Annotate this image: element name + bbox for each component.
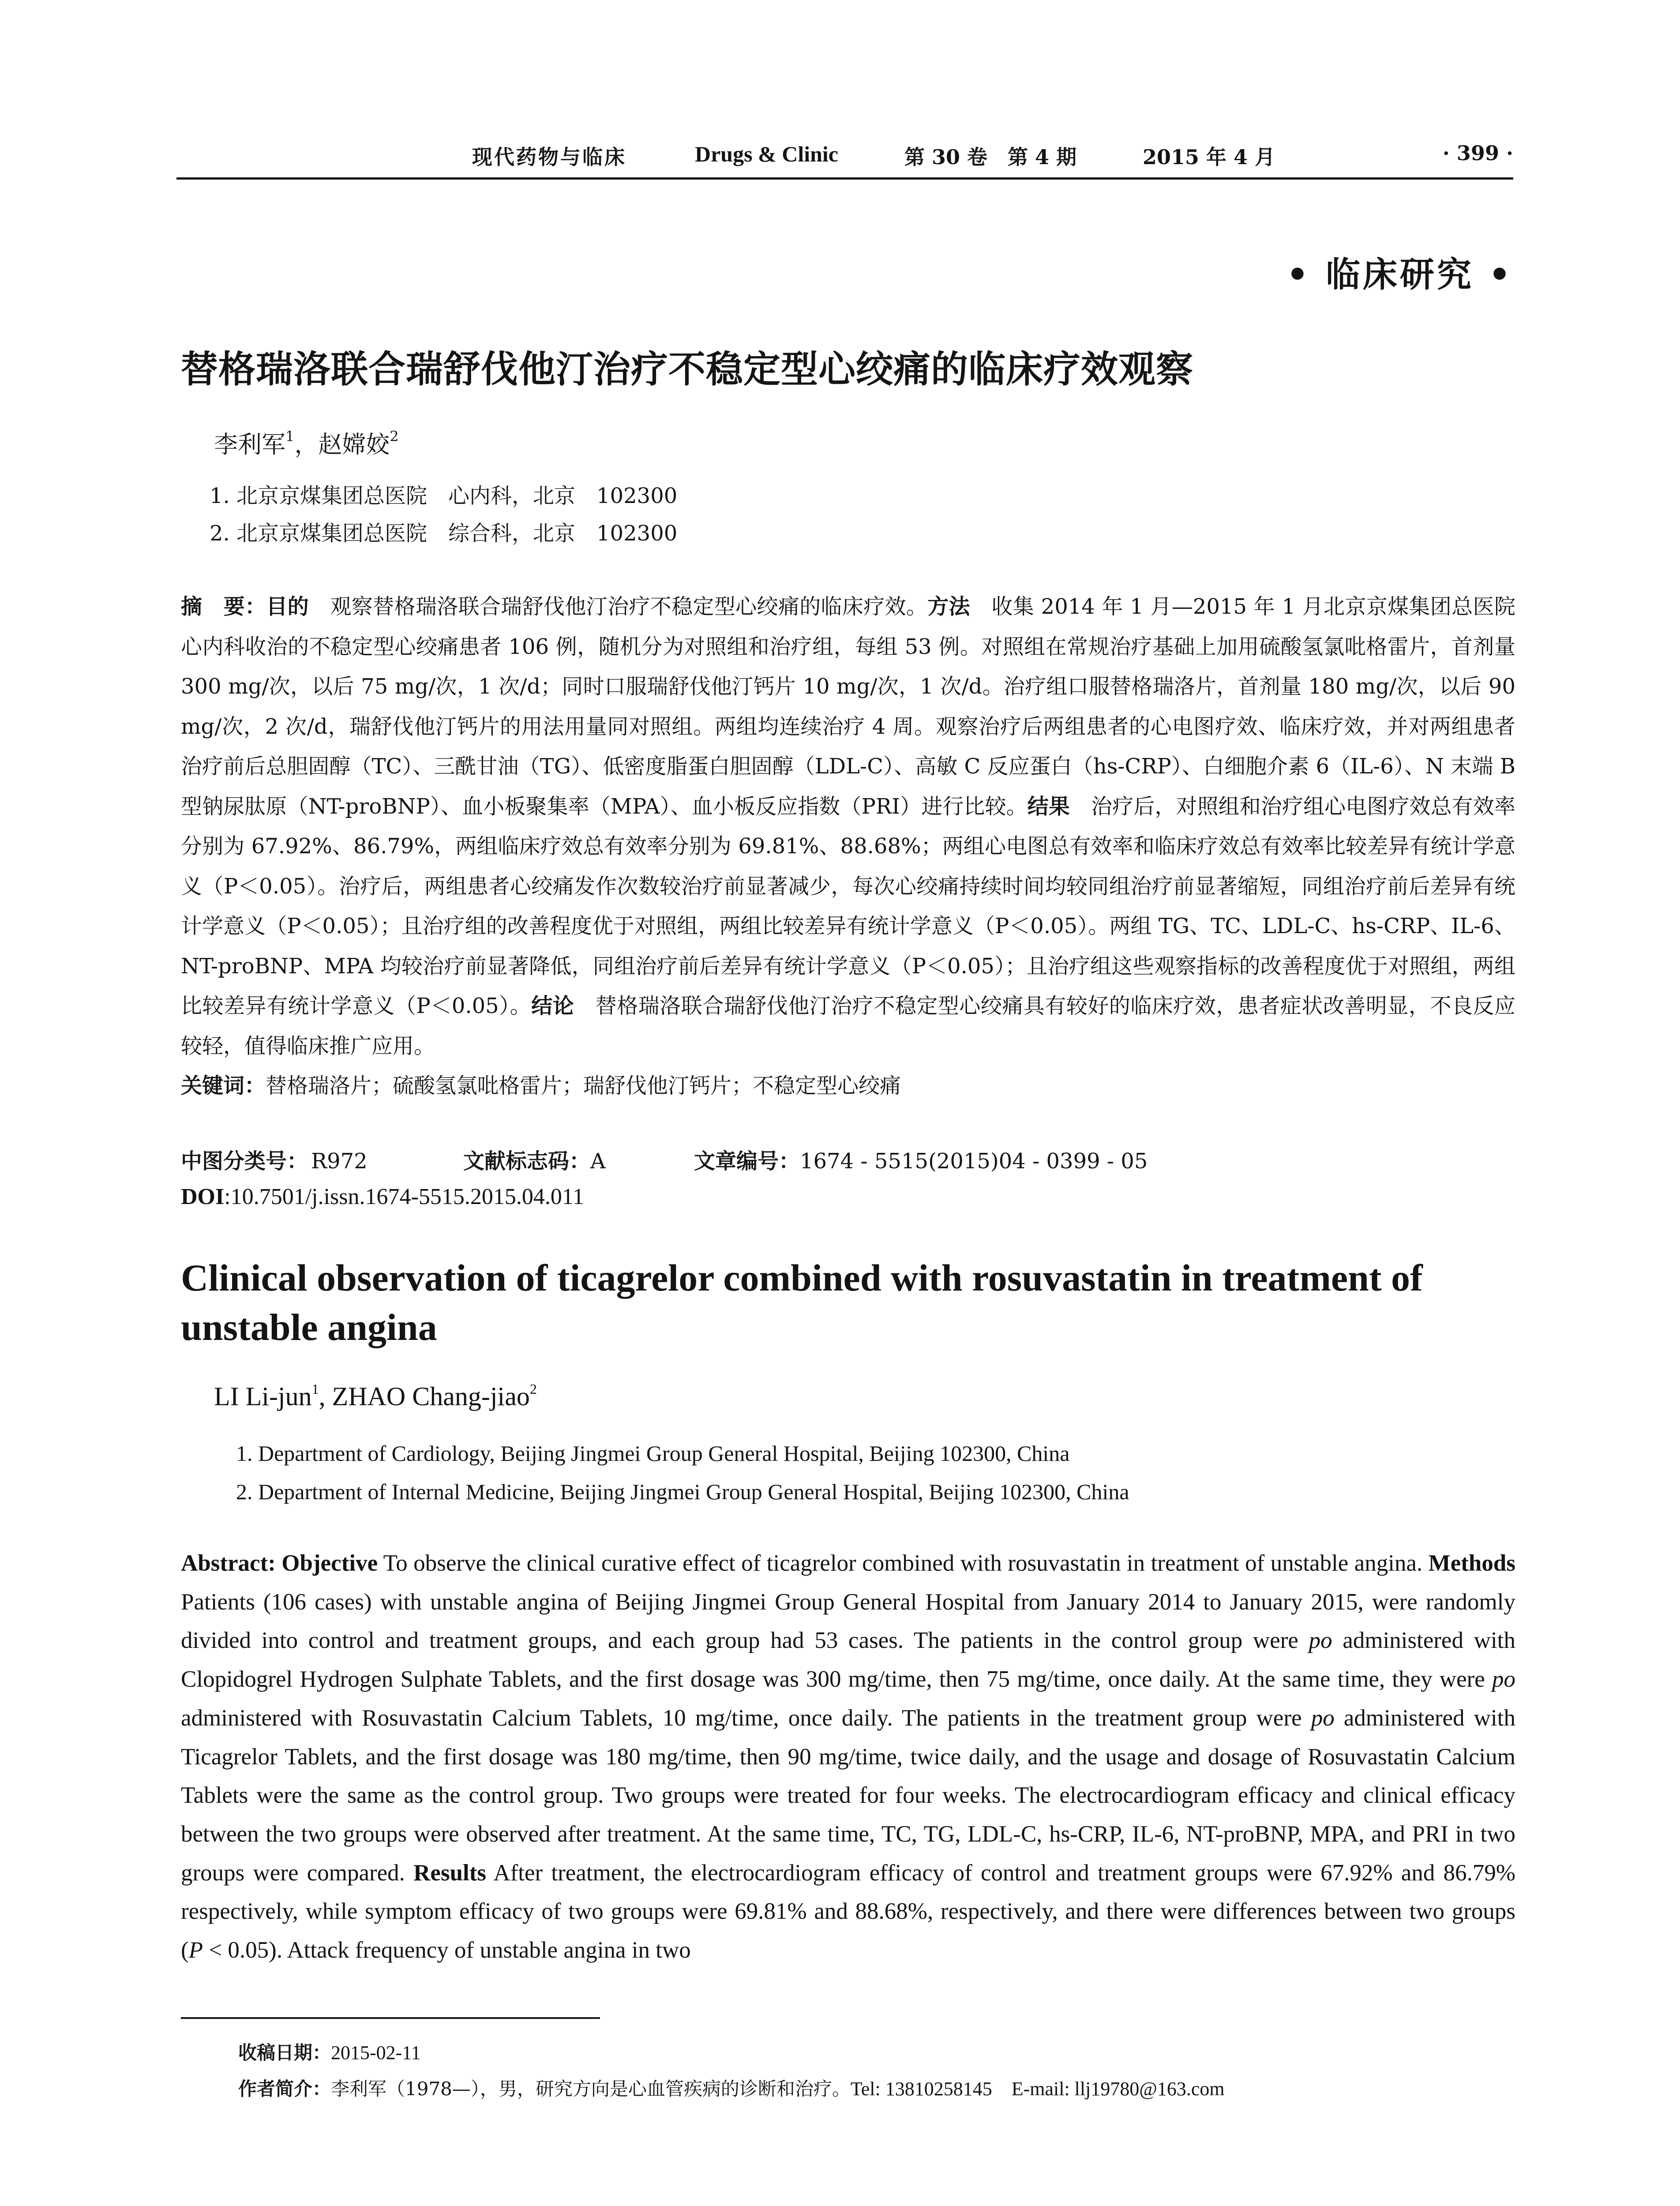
doi-line (181, 1184, 584, 1210)
author-contact: Tel: 13810258145 E-mail: llj19780@163.com (850, 2078, 1225, 2100)
author-bio: 李利军（1978—），男，研究方向是心血管疾病的诊断和治疗。 (331, 2078, 851, 2100)
author-1-en-affil: 1 (311, 1381, 319, 1397)
abstract-cn-label: 摘 要： (181, 594, 266, 619)
author-bio-line (238, 2073, 1225, 2101)
abstract-cn (181, 587, 1515, 1106)
received-label: 收稿日期： (238, 2042, 331, 2063)
methods-en-part-3: administered with Rosuvastatin Calcium Tablets, 10 mg/time, once daily. The patients in the treatment group were (181, 1705, 1311, 1731)
po-term-2: po (1492, 1666, 1515, 1692)
authors-en (214, 1381, 537, 1412)
affiliation-en-1: 1. Department of Cardiology, Beijing Jingmei Group General Hospital, Beijing 102300, China (236, 1441, 1070, 1466)
journal-name-cn: 现代药物与临床 (472, 145, 626, 169)
author-2-en: ZHAO Chang-jiao (332, 1382, 530, 1411)
methods-en-part-2: administered with Clopidogrel Hydrogen Sulphate Tablets, and the first dosage was 300 mg/time, then 75 mg/time, once daily. At the same time, they were (181, 1628, 1515, 1692)
title-cn: 替格瑞洛联合瑞舒伐他汀治疗不稳定型心绞痛的临床疗效观察 (181, 348, 1194, 391)
po-term-3: po (1311, 1705, 1335, 1731)
doi-label: DOI (181, 1184, 225, 1209)
doi-value: :10.7501/j.issn.1674-5515.2015.04.011 (224, 1184, 584, 1209)
results-cn: 治疗后，对照组和治疗组心电图疗效总有效率分别为 67.92%、86.79%，两组临床疗效总有效率分别为 69.81%、88.68%；两组心电图总有效率和临床疗效总有效率比较差异有统计学意义（P＜0.05）。治疗后，两组患者心绞痛发作次数较治疗前显著减少，每次心绞痛持续时间均较同组治疗前显著缩短，同组治疗前后差异有统计学意义（P＜0.05）；且治疗组的改善程度优于对照组，两组比较差异有统计学意义（P＜0.05）。两组 TG、TC、LDL-C、hs-CRP、IL-6、NT-proBNP、MPA 均较治疗前显著降低，同组治疗前后差异有统计学意义（P＜0.05）；且治疗组这些观察指标的改善程度优于对照组，两组比较差异有统计学意义（P＜0.05）。 (181, 794, 1515, 1018)
running-header (176, 141, 1513, 172)
section-label: • 临床研究 • (1286, 255, 1513, 295)
volume-issue: 第 30 卷 第 4 期 (904, 145, 1077, 169)
abstract-en-label: Abstract: Objective (181, 1550, 378, 1576)
methods-en-label: Methods (1428, 1550, 1515, 1576)
clc-code: R972 (311, 1149, 368, 1174)
page-number: · 399 · (1442, 141, 1513, 165)
objective-cn-label: 目的 (266, 594, 309, 619)
affiliation-cn-1: 1. 北京京煤集团总医院 心内科，北京 102300 (210, 484, 678, 508)
author-1-en: LI Li-jun (214, 1382, 312, 1411)
conclusion-cn-label: 结论 (531, 994, 574, 1018)
journal-name-en: Drugs & Clinic (695, 142, 838, 166)
received-date-line (238, 2038, 421, 2065)
author-1-cn-affil: 1 (285, 428, 295, 445)
abstract-en (181, 1544, 1515, 1970)
methods-en-part-1: Patients (106 cases) with unstable angina of Beijing Jingmei Group General Hospital from January 2014 to January 2015, were randomly divided into control and treatment groups, and each group had 53 cases. The patients in the control group were (181, 1589, 1515, 1654)
p-value-term: P (188, 1937, 203, 1963)
article-number-label: 文章编号： (694, 1149, 800, 1174)
author-2-cn-affil: 2 (390, 428, 399, 445)
results-cn-label: 结果 (1027, 794, 1070, 819)
doc-code-label: 文献标志码： (463, 1149, 591, 1174)
objective-cn: 观察替格瑞洛联合瑞舒伐他汀治疗不稳定型心绞痛的临床疗效。 (309, 594, 928, 619)
footnote-rule (181, 2017, 600, 2019)
issue-date: 2015 年 4 月 (1143, 145, 1275, 169)
affiliation-en-2: 2. Department of Internal Medicine, Beijing Jingmei Group General Hospital, Beijing 102300, China (236, 1479, 1129, 1504)
clc-label: 中图分类号： (181, 1149, 308, 1174)
po-term-1: po (1309, 1628, 1332, 1654)
authors-cn (214, 426, 399, 460)
author-separator-cn: ， (294, 431, 319, 458)
methods-cn-label: 方法 (927, 594, 971, 619)
received-date: 2015-02-11 (331, 2042, 421, 2063)
header-rule (176, 177, 1513, 180)
keywords-cn: 替格瑞洛片；硫酸氢氯吡格雷片；瑞舒伐他汀钙片；不稳定型心绞痛 (266, 1073, 901, 1098)
objective-en: To observe the clinical curative effect of ticagrelor combined with rosuvastatin in treatment of unstable angina. (378, 1550, 1429, 1576)
methods-en-part-4: administered with Ticagrelor Tablets, and the first dosage was 180 mg/time, then 90 mg/time, twice daily, and the usage and dosage of Rosuvastatin Calcium Tablets were the same as the control group. Two groups were treated for four weeks. The electrocardiogram efficacy and clinical efficacy between the two groups were observed after treatment. At the same time, TC, TG, LDL-C, hs-CRP, IL-6, NT-proBNP, MPA, and PRI in two groups were compared. (181, 1705, 1515, 1886)
author-bio-label: 作者简介： (238, 2078, 331, 2100)
author-separator-en: , (319, 1382, 332, 1411)
article-number: 1674 - 5515(2015)04 - 0399 - 05 (800, 1149, 1148, 1174)
doc-code: A (590, 1149, 606, 1174)
results-en-part-1: After treatment, the electrocardiogram efficacy of control and treatment groups were 67.92% and 86.79% respectively, while symptom efficacy of two groups were 69.81% and 88.68%, respectively, and there were differences between two groups ( (181, 1860, 1515, 1963)
title-en: Clinical observation of ticagrelor combined with rosuvastatin in treatment of unstable angina (181, 1257, 1423, 1348)
author-2-en-affil: 2 (529, 1381, 537, 1397)
affiliation-cn-2: 2. 北京京煤集团总医院 综合科，北京 102300 (210, 521, 678, 546)
results-en-label: Results (413, 1860, 487, 1886)
conclusion-cn: 替格瑞洛联合瑞舒伐他汀治疗不稳定型心绞痛具有较好的临床疗效，患者症状改善明显，不良反应较轻，值得临床推广应用。 (181, 994, 1515, 1058)
classification-line (181, 1144, 1148, 1174)
results-en-part-2: < 0.05). Attack frequency of unstable angina in two (203, 1937, 691, 1963)
author-1-cn: 李利军 (214, 431, 285, 458)
author-2-cn: 赵嫦姣 (318, 431, 390, 458)
keywords-cn-label: 关键词： (181, 1073, 266, 1098)
methods-cn: 收集 2014 年 1 月—2015 年 1 月北京京煤集团总医院心内科收治的不稳定型心绞痛患者 106 例，随机分为对照组和治疗组，每组 53 例。对照组在常规治疗基础上加用硫酸氢氯吡格雷片，首剂量 300 mg/次，以后 75 mg/次，1 次/d；同时口服瑞舒伐他汀钙片 10 mg/次，1 次/d。治疗组口服替格瑞洛片，首剂量 180 mg/次，以后 90 mg/次，2 次/d，瑞舒伐他汀钙片的用法用量同对照组。两组均连续治疗 4 周。观察治疗后两组患者的心电图疗效、临床疗效，并对两组患者治疗前后总胆固醇（TC）、三酰甘油（TG）、低密度脂蛋白胆固醇（LDL-C）、高敏 C 反应蛋白（hs-CRP）、白细胞介素 6（IL-6）、N 末端 B 型钠尿肽原（NT-proBNP）、血小板聚集率（MPA）、血小板反应指数（PRI）进行比较。 (181, 594, 1515, 819)
